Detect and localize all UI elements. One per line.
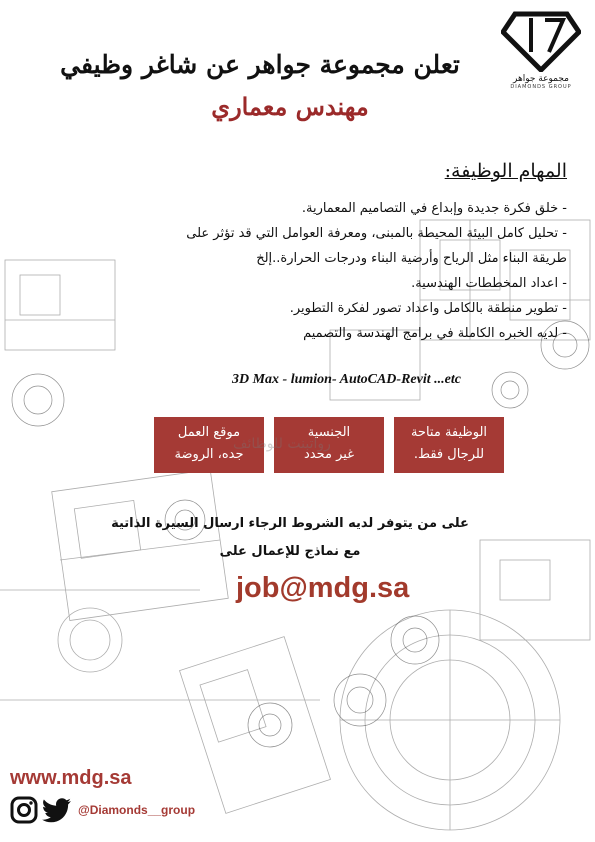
watermark: رواتبنت للوظائف — [233, 436, 331, 452]
software-list: 3D Max - lumion- AutoCAD-Revit ...etc — [232, 372, 461, 387]
tasks-heading: المهام الوظيفة: — [444, 160, 567, 182]
company-name-en: DIAMONDS GROUP — [510, 84, 572, 90]
tasks-list — [47, 196, 567, 346]
task-item: - تحليل كامل البيئة المحيطة بالمبنى، ومعرفة العوامل التي قد تؤثر على — [186, 226, 567, 241]
info-box-gender — [394, 417, 504, 473]
company-logo — [498, 10, 584, 90]
info-box-value: غير محدد — [304, 447, 354, 462]
instagram-icon[interactable] — [10, 796, 38, 824]
task-item: - خلق فكرة جديدة وإبداع في التصاميم المعمارية. — [301, 201, 567, 216]
info-box-title: الجنسية — [307, 425, 351, 440]
apply-line-2: مع نماذج للإعمال على — [219, 544, 361, 559]
info-box-title: موقع العمل — [177, 425, 241, 440]
diamond-logo-icon — [501, 10, 581, 72]
info-box-value: للرجال فقط. — [413, 447, 485, 462]
task-item: طريقة البناء مثل الرياح وأرضية البناء ودرجات الحرارة..إلخ — [256, 251, 567, 266]
apply-email-link[interactable]: job@mdg.sa — [236, 572, 410, 604]
social-links — [10, 796, 195, 824]
task-item: - لديه الخبره الكاملة في برامج الهندسة والتصميم — [303, 326, 567, 341]
page-headline: تعلن مجموعة جواهر عن شاغر وظيفي — [60, 50, 460, 79]
social-handle[interactable]: @Diamonds__group — [78, 803, 196, 817]
task-item: - اعداد المخططات الهندسية. — [411, 276, 567, 291]
twitter-icon[interactable] — [42, 797, 72, 823]
apply-line-1: على من يتوفر لديه الشروط الرجاء ارسال السيرة الذاتية — [111, 516, 469, 531]
info-box-value: جده، الروضة — [174, 447, 244, 462]
info-box-title: الوظيفة متاحة — [410, 425, 488, 440]
position-title: مهندس معماري — [211, 92, 369, 121]
apply-instructions — [80, 510, 500, 566]
website-link[interactable]: www.mdg.sa — [10, 767, 132, 789]
company-name-ar: مجموعة جواهر — [513, 74, 569, 84]
task-item: - تطوير منطقة بالكامل واعداد تصور لفكرة التطوير. — [289, 301, 567, 316]
